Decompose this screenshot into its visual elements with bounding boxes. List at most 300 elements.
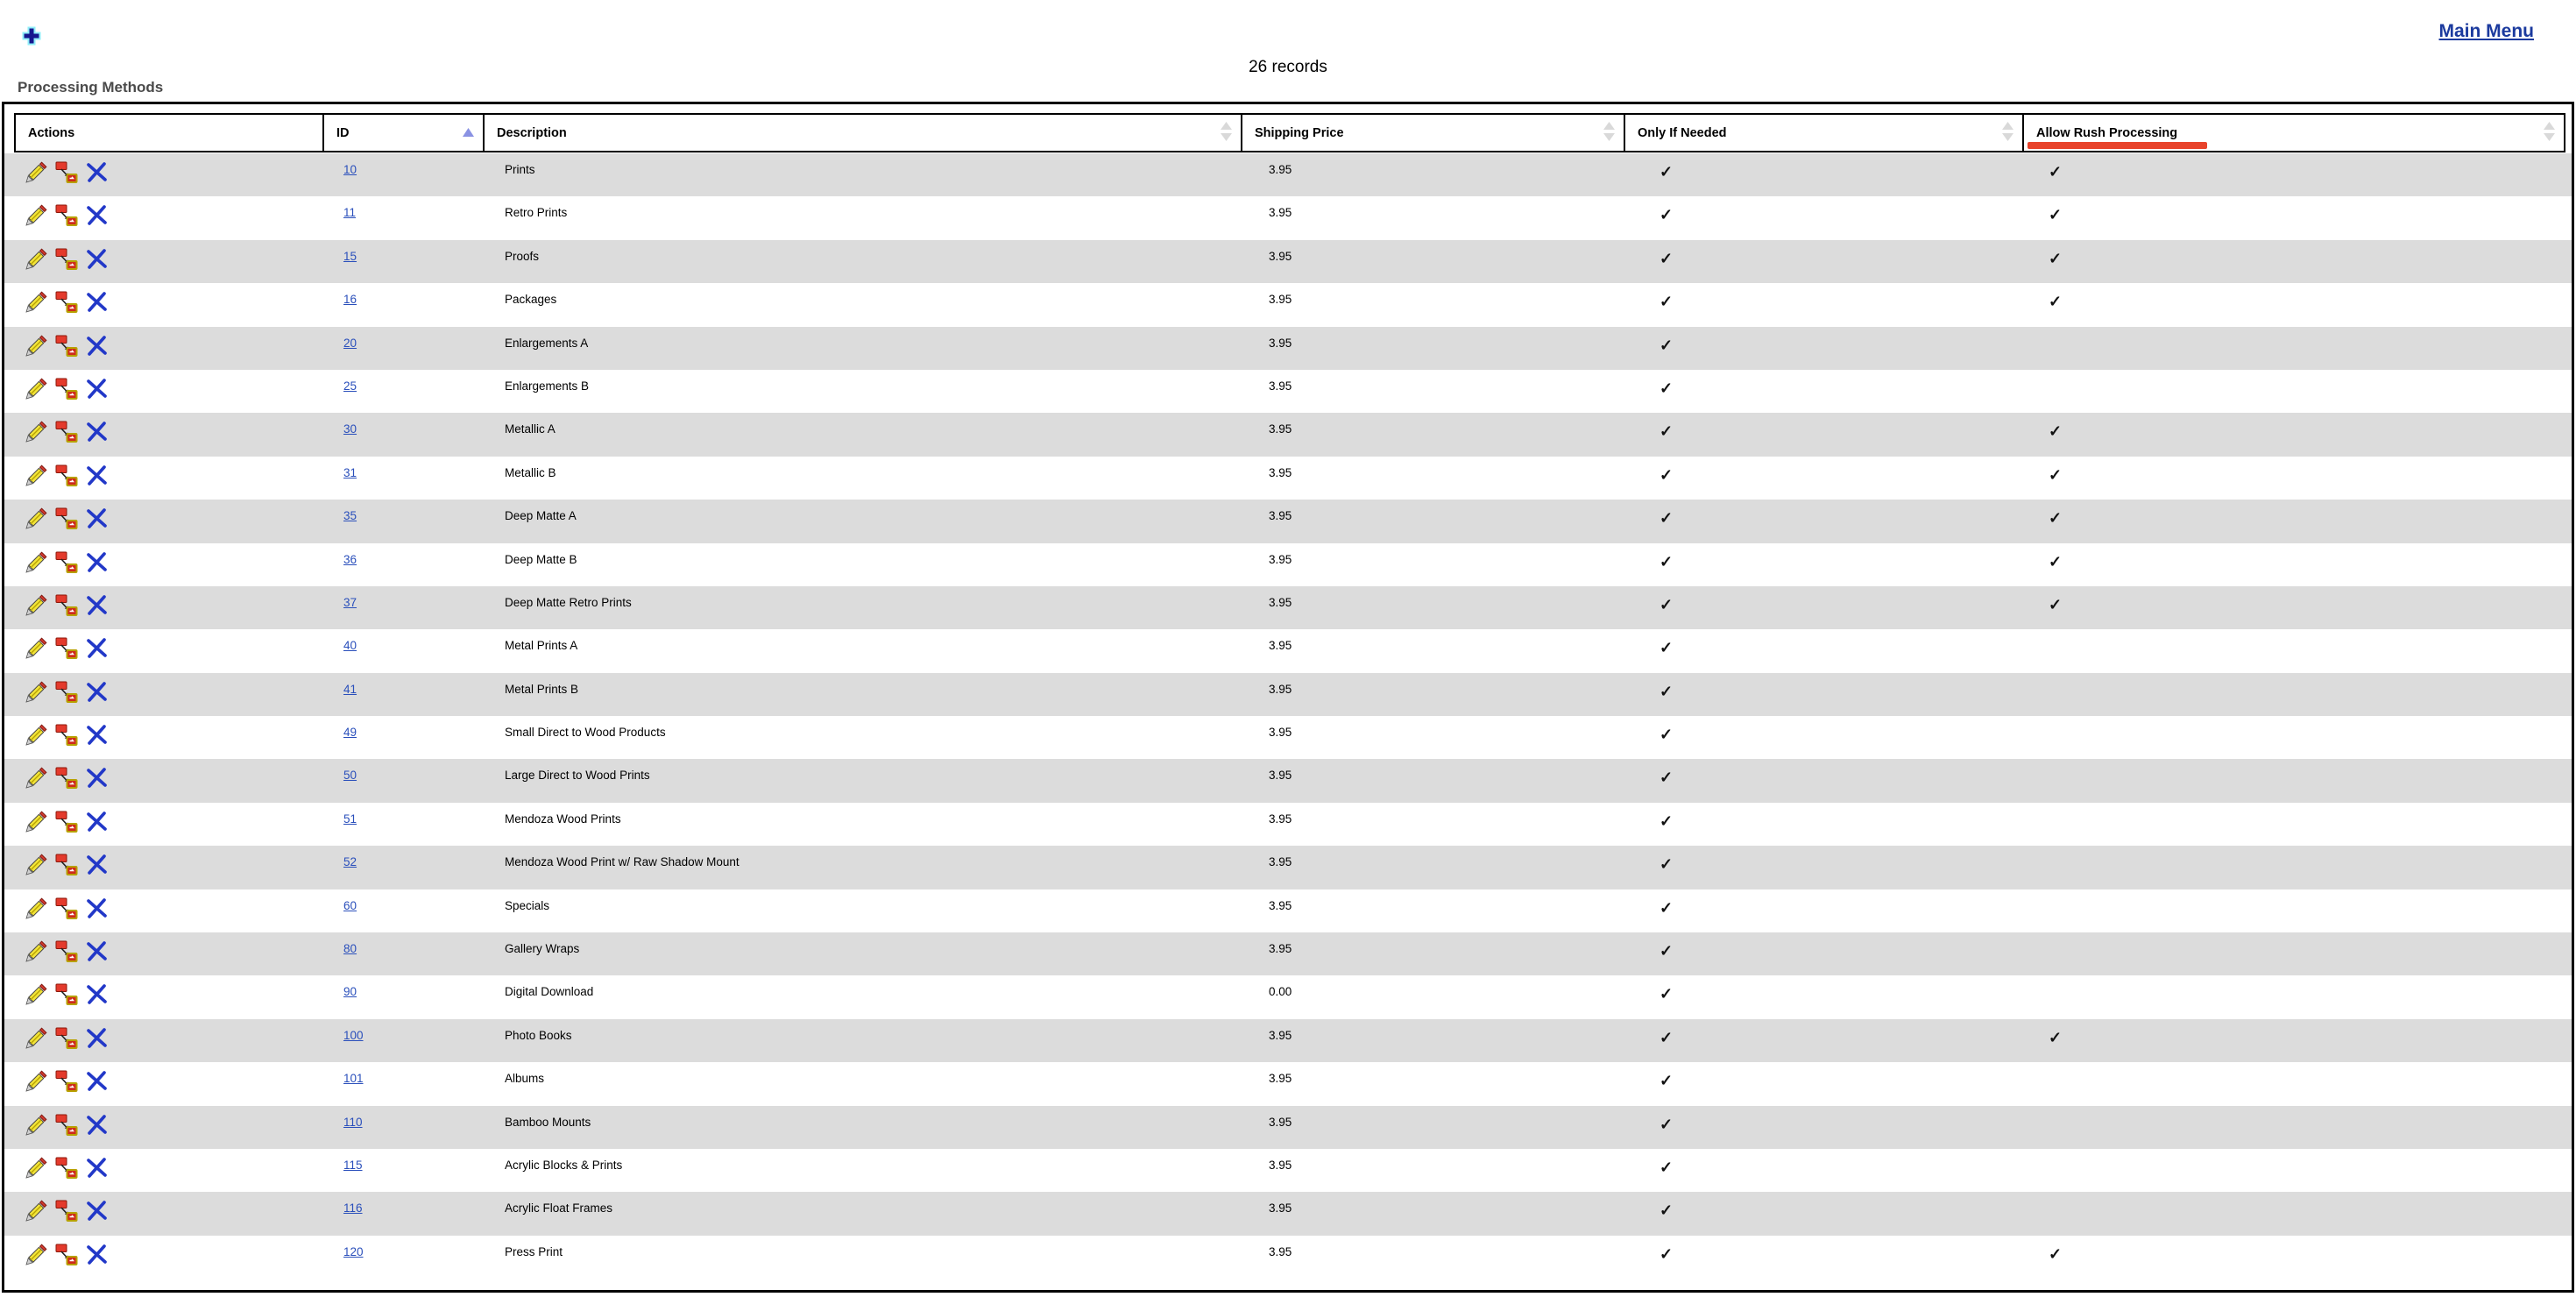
edit-button[interactable] [25,507,47,530]
delete-button[interactable] [86,378,109,400]
edit-button[interactable] [25,1157,47,1180]
delete-button[interactable] [86,161,109,184]
actions-cell [12,457,326,500]
table-body [4,153,2572,1279]
pencil-icon [25,996,47,1009]
actions-cell [12,196,326,239]
shipping-price-cell: 3.95 [1269,206,1292,220]
delete-button[interactable] [86,507,109,530]
row-id-link[interactable]: 49 [343,726,357,740]
edit-button[interactable] [25,464,47,487]
pencil-icon [25,216,47,230]
allow-rush-check: ✓ [2049,422,2063,441]
copy-icon [55,1082,78,1095]
shipping-price-cell: 3.95 [1269,639,1292,653]
table-row [4,196,2572,239]
id-cell [326,889,488,932]
description-cell: Deep Matte B [505,552,577,566]
copy-button[interactable] [55,724,78,747]
actions-cell [12,1192,326,1235]
delete-button[interactable] [86,594,109,617]
copy-button[interactable] [55,1200,78,1223]
page-title: Processing Methods [18,79,164,96]
column-header-actions[interactable]: Actions [16,115,324,151]
row-id-link[interactable]: 51 [343,812,357,826]
table-row [4,1062,2572,1105]
edit-button[interactable] [25,1070,47,1093]
row-id-link[interactable]: 30 [343,422,357,436]
copy-icon [55,736,78,749]
id-cell [326,196,488,239]
edit-button[interactable] [25,1200,47,1223]
edit-button[interactable] [25,940,47,963]
only-if-needed-check: ✓ [1660,163,1674,181]
actions-cell [12,327,326,370]
copy-button[interactable] [55,594,78,617]
delete-button[interactable] [86,1114,109,1137]
copy-button[interactable] [55,507,78,530]
copy-button[interactable] [55,421,78,443]
edit-button[interactable] [25,161,47,184]
x-icon [86,1039,109,1052]
copy-button[interactable] [55,551,78,574]
x-icon [86,953,109,966]
copy-button[interactable] [55,767,78,790]
id-cell [326,457,488,500]
description-cell: Metal Prints A [505,639,578,653]
pencil-icon [25,1169,47,1182]
actions-cell [12,629,326,672]
only-if-needed-check: ✓ [1660,769,1674,787]
actions-cell [12,500,326,542]
copy-button[interactable] [55,983,78,1006]
column-header-allow-rush-processing[interactable]: Allow Rush Processing [2024,115,2564,151]
x-icon [86,433,109,446]
delete-button[interactable] [86,767,109,790]
delete-button[interactable] [86,940,109,963]
copy-button[interactable] [55,378,78,400]
row-id-link[interactable]: 90 [343,985,357,999]
table-row [4,1236,2572,1279]
pencil-icon [25,1212,47,1225]
column-header-id[interactable]: ID [324,115,485,151]
delete-button[interactable] [86,681,109,704]
copy-icon [55,779,78,792]
description-cell: Deep Matte A [505,509,577,523]
description-cell: Photo Books [505,1028,572,1042]
row-id-link[interactable]: 115 [343,1158,363,1172]
column-header-shipping-price[interactable]: Shipping Price [1242,115,1625,151]
shipping-price-cell: 3.95 [1269,1115,1292,1129]
x-icon [86,693,109,706]
id-cell [326,1106,488,1149]
description-cell: Acrylic Blocks & Prints [505,1158,623,1172]
actions-cell [12,975,326,1018]
edit-button[interactable] [25,421,47,443]
table-row [4,1019,2572,1062]
edit-button[interactable] [25,724,47,747]
actions-cell [12,1062,326,1105]
delete-button[interactable] [86,1244,109,1266]
table-row [4,629,2572,672]
delete-button[interactable] [86,897,109,920]
edit-button[interactable] [25,204,47,227]
edit-button[interactable] [25,1027,47,1050]
copy-button[interactable] [55,811,78,833]
row-id-link[interactable]: 116 [343,1201,363,1215]
table-row [4,1149,2572,1192]
only-if-needed-check: ✓ [1660,855,1674,874]
allow-rush-check: ✓ [2049,1244,2063,1263]
only-if-needed-check: ✓ [1660,595,1674,613]
row-id-link[interactable]: 50 [343,769,357,783]
id-cell [326,759,488,802]
copy-icon [55,1039,78,1052]
only-if-needed-check: ✓ [1660,379,1674,397]
id-cell [326,673,488,716]
delete-button[interactable] [86,335,109,358]
description-cell: Albums [505,1072,545,1086]
shipping-price-cell: 3.95 [1269,552,1292,566]
edit-button[interactable] [25,248,47,271]
description-cell: Metallic B [505,465,556,479]
shipping-price-cell: 3.95 [1269,769,1292,783]
delete-button[interactable] [86,248,109,271]
sort-unsorted-icon [2544,122,2555,145]
pencil-icon [25,1126,47,1139]
x-icon [86,736,109,749]
only-if-needed-check: ✓ [1660,639,1674,657]
actions-cell [12,1149,326,1192]
only-if-needed-check: ✓ [1660,552,1674,571]
copy-button[interactable] [55,637,78,660]
copy-icon [55,260,78,273]
row-id-link[interactable]: 40 [343,639,357,653]
column-header-description[interactable]: Description [485,115,1242,151]
description-cell: Enlargements A [505,336,589,350]
copy-icon [55,649,78,663]
x-icon [86,1212,109,1225]
edit-button[interactable] [25,1244,47,1266]
x-icon [86,1169,109,1182]
id-cell [326,500,488,542]
table-row [4,932,2572,975]
only-if-needed-check: ✓ [1660,1115,1674,1133]
shipping-price-cell: 3.95 [1269,812,1292,826]
copy-button[interactable] [55,291,78,314]
pencil-icon [25,563,47,577]
main-menu-link[interactable]: Main Menu [2438,21,2534,41]
copy-button[interactable] [55,1070,78,1093]
x-icon [86,910,109,923]
delete-button[interactable] [86,854,109,876]
row-id-link[interactable]: 120 [343,1244,364,1258]
row-id-link[interactable]: 60 [343,898,357,912]
description-cell: Small Direct to Wood Products [505,726,666,740]
edit-button[interactable] [25,767,47,790]
x-icon [86,1082,109,1095]
copy-icon [55,390,78,403]
sort-unsorted-icon [1603,122,1615,145]
only-if-needed-check: ✓ [1660,206,1674,224]
allow-rush-check: ✓ [2049,509,2063,528]
description-cell: Prints [505,163,535,176]
x-icon [86,174,109,187]
row-id-link[interactable]: 52 [343,855,357,869]
edit-button[interactable] [25,378,47,400]
edit-button[interactable] [25,551,47,574]
shipping-price-cell: 3.95 [1269,163,1292,176]
copy-button[interactable] [55,1244,78,1266]
description-cell: Mendoza Wood Print w/ Raw Shadow Mount [505,855,740,869]
pencil-icon [25,347,47,360]
only-if-needed-check: ✓ [1660,726,1674,744]
copy-icon [55,347,78,360]
shipping-price-cell: 3.95 [1269,726,1292,740]
copy-button[interactable] [55,681,78,704]
id-cell [326,283,488,326]
processing-methods-table [2,102,2574,1293]
allow-rush-check: ✓ [2049,1028,2063,1046]
rush-header-red-highlight [2028,142,2207,149]
pencil-icon [25,779,47,792]
delete-button[interactable] [86,1027,109,1050]
shipping-price-cell: 3.95 [1269,465,1292,479]
id-cell [326,932,488,975]
copy-icon [55,433,78,446]
row-id-link[interactable]: 10 [343,163,357,176]
only-if-needed-check: ✓ [1660,422,1674,441]
row-id-link[interactable]: 35 [343,509,357,523]
x-icon [86,260,109,273]
id-cell [326,1236,488,1279]
delete-button[interactable] [86,1157,109,1180]
copy-button[interactable] [55,1114,78,1137]
row-id-link[interactable]: 11 [343,206,357,220]
delete-button[interactable] [86,204,109,227]
x-icon [86,347,109,360]
shipping-price-cell: 3.95 [1269,1028,1292,1042]
edit-button[interactable] [25,854,47,876]
pencil-icon [25,477,47,490]
only-if-needed-check: ✓ [1660,249,1674,267]
pencil-icon [25,1082,47,1095]
description-cell: Acrylic Float Frames [505,1201,613,1215]
copy-button[interactable] [55,464,78,487]
table-row [4,975,2572,1018]
row-id-link[interactable]: 16 [343,293,357,307]
id-cell [326,413,488,456]
description-cell: Retro Prints [505,206,568,220]
delete-button[interactable] [86,983,109,1006]
table-row [4,673,2572,716]
row-id-link[interactable]: 101 [343,1072,364,1086]
column-header-only-if-needed[interactable]: Only If Needed [1625,115,2024,151]
id-cell [326,1192,488,1235]
row-id-link[interactable]: 36 [343,552,357,566]
description-cell: Digital Download [505,985,594,999]
actions-cell [12,370,326,413]
pencil-icon [25,433,47,446]
shipping-price-cell: 3.95 [1269,942,1292,956]
only-if-needed-check: ✓ [1660,293,1674,311]
table-row [4,240,2572,283]
pencil-icon [25,303,47,316]
x-icon [86,823,109,836]
shipping-price-cell: 3.95 [1269,1072,1292,1086]
copy-button[interactable] [55,204,78,227]
only-if-needed-check: ✓ [1660,942,1674,960]
delete-button[interactable] [86,551,109,574]
copy-button[interactable] [55,1157,78,1180]
description-cell: Metallic A [505,422,556,436]
x-icon [86,390,109,403]
row-id-link[interactable]: 31 [343,465,357,479]
delete-button[interactable] [86,464,109,487]
delete-button[interactable] [86,811,109,833]
edit-button[interactable] [25,897,47,920]
pencil-icon [25,693,47,706]
x-icon [86,1256,109,1269]
shipping-price-cell: 3.95 [1269,379,1292,393]
shipping-price-cell: 3.95 [1269,509,1292,523]
delete-button[interactable] [86,637,109,660]
copy-icon [55,606,78,620]
delete-button[interactable] [86,724,109,747]
id-cell [326,629,488,672]
row-id-link[interactable]: 15 [343,249,357,263]
pencil-icon [25,520,47,533]
shipping-price-cell: 3.95 [1269,336,1292,350]
edit-button[interactable] [25,637,47,660]
allow-rush-check: ✓ [2049,206,2063,224]
only-if-needed-check: ✓ [1660,1201,1674,1220]
allow-rush-check: ✓ [2049,293,2063,311]
actions-cell [12,1019,326,1062]
x-icon [86,1126,109,1139]
edit-button[interactable] [25,335,47,358]
actions-cell [12,716,326,759]
shipping-price-cell: 3.95 [1269,855,1292,869]
delete-button[interactable] [86,291,109,314]
pencil-icon [25,606,47,620]
copy-icon [55,910,78,923]
add-record-button[interactable] [21,25,42,46]
x-icon [86,866,109,879]
id-cell [326,1019,488,1062]
copy-icon [55,216,78,230]
description-cell: Specials [505,898,550,912]
shipping-price-cell: 3.95 [1269,898,1292,912]
allow-rush-check: ✓ [2049,249,2063,267]
pencil-icon [25,910,47,923]
edit-button[interactable] [25,291,47,314]
id-cell [326,240,488,283]
actions-cell [12,240,326,283]
id-cell [326,1062,488,1105]
row-id-link[interactable]: 100 [343,1028,364,1042]
id-cell [326,370,488,413]
copy-button[interactable] [55,1027,78,1050]
copy-button[interactable] [55,854,78,876]
copy-button[interactable] [55,940,78,963]
only-if-needed-check: ✓ [1660,682,1674,700]
actions-cell [12,889,326,932]
pencil-icon [25,390,47,403]
x-icon [86,563,109,577]
edit-button[interactable] [25,681,47,704]
copy-icon [55,1212,78,1225]
description-cell: Packages [505,293,557,307]
table-row [4,543,2572,586]
edit-button[interactable] [25,594,47,617]
row-id-link[interactable]: 37 [343,595,357,609]
allow-rush-check: ✓ [2049,163,2063,181]
shipping-price-cell: 3.95 [1269,293,1292,307]
table-row [4,889,2572,932]
id-cell [326,716,488,759]
actions-cell [12,153,326,196]
x-icon [86,996,109,1009]
delete-button[interactable] [86,1070,109,1093]
actions-cell [12,543,326,586]
table-row [4,327,2572,370]
description-cell: Enlargements B [505,379,590,393]
copy-icon [55,520,78,533]
pencil-icon [25,823,47,836]
x-icon [86,216,109,230]
x-icon [86,477,109,490]
table-row [4,1106,2572,1149]
only-if-needed-check: ✓ [1660,898,1674,917]
copy-icon [55,1126,78,1139]
row-id-link[interactable]: 80 [343,942,357,956]
pencil-icon [25,1256,47,1269]
shipping-price-cell: 3.95 [1269,422,1292,436]
x-icon [86,520,109,533]
id-cell [326,153,488,196]
pencil-icon [25,174,47,187]
copy-icon [55,866,78,879]
row-id-link[interactable]: 110 [343,1115,363,1129]
row-id-link[interactable]: 20 [343,336,357,350]
records-count: 26 records [1249,58,1327,76]
actions-cell [12,932,326,975]
only-if-needed-check: ✓ [1660,1158,1674,1176]
delete-button[interactable] [86,421,109,443]
description-cell: Mendoza Wood Prints [505,812,621,826]
row-id-link[interactable]: 41 [343,682,357,696]
id-cell [326,846,488,889]
shipping-price-cell: 0.00 [1269,985,1292,999]
copy-button[interactable] [55,248,78,271]
delete-button[interactable] [86,1200,109,1223]
edit-button[interactable] [25,811,47,833]
table-row [4,413,2572,456]
table-header-row [14,113,2565,152]
pencil-icon [25,1039,47,1052]
copy-button[interactable] [55,897,78,920]
copy-icon [55,1169,78,1182]
edit-button[interactable] [25,1114,47,1137]
row-id-link[interactable]: 25 [343,379,357,393]
actions-cell [12,673,326,716]
x-icon [86,303,109,316]
shipping-price-cell: 3.95 [1269,1201,1292,1215]
copy-button[interactable] [55,161,78,184]
edit-button[interactable] [25,983,47,1006]
copy-button[interactable] [55,335,78,358]
